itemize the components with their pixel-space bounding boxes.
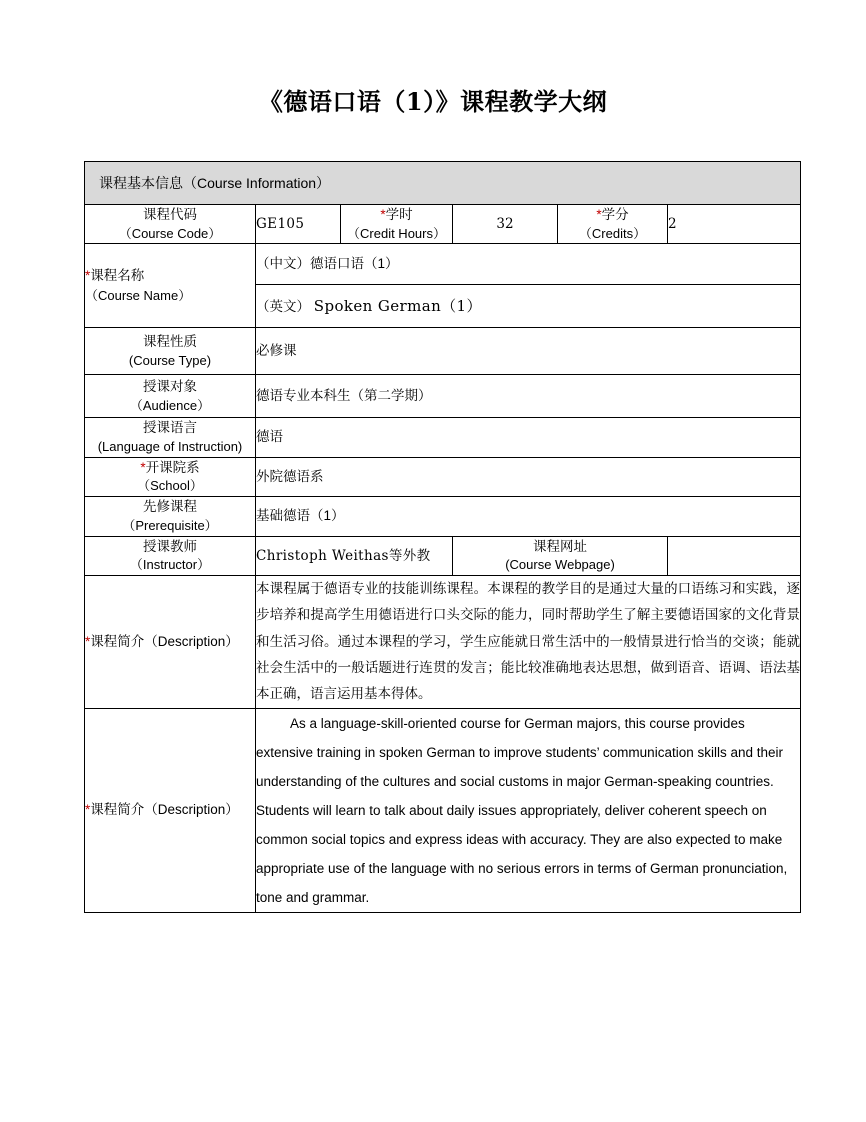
label-course-webpage-en: (Course Webpage): [505, 557, 615, 573]
required-marker-icon: *: [596, 207, 602, 222]
table-row-audience: [85, 375, 801, 418]
value-course-type: 必修课: [256, 328, 801, 375]
label-course-name: [85, 244, 256, 328]
label-prerequisite-zh: 先修课程: [143, 499, 197, 515]
value-prerequisite: 基础德语（1）: [256, 497, 801, 536]
value-instructor: Christoph Weithas等外教: [256, 536, 453, 575]
label-course-type-en: (Course Type): [128, 352, 212, 368]
label-course-code-zh: 课程代码: [143, 207, 197, 222]
table-row-description-en: [85, 708, 801, 912]
label-description-en-text: *课程简介（Description）: [85, 802, 239, 818]
table-section-header-row: [85, 162, 801, 205]
label-credit-hours-en: （Credit Hours）: [347, 225, 446, 241]
required-marker-icon: *: [85, 268, 91, 284]
value-course-code: GE105: [256, 205, 341, 244]
label-description-en: [85, 708, 256, 912]
table-row-course-code: [85, 205, 801, 244]
value-language: 德语: [256, 418, 801, 457]
label-instructor-en: （Instructor）: [129, 557, 211, 573]
label-instructor-zh: 授课教师: [143, 538, 197, 554]
course-name-en-text: Spoken German（1）: [313, 297, 482, 316]
label-school-en: （School）: [137, 478, 203, 494]
value-course-webpage: [668, 536, 801, 575]
table-row-description-cn: [85, 576, 801, 709]
label-course-type-zh: 课程性质: [143, 334, 197, 350]
course-name-cn-text: 德语口语（1）: [310, 256, 399, 272]
label-credit-hours-zh: *学时: [380, 207, 413, 222]
value-audience: 德语专业本科生（第二学期）: [256, 375, 801, 418]
value-course-name-cn: [256, 244, 801, 285]
section-header-label: 课程基本信息（Course Information）: [99, 175, 331, 191]
table-row-prerequisite: [85, 497, 801, 536]
label-credits-zh: *学分: [596, 207, 629, 222]
required-marker-icon: *: [140, 459, 146, 475]
value-school: 外院德语系: [256, 457, 801, 496]
table-row-course-type: [85, 328, 801, 375]
course-name-cn-prefix: （中文）: [256, 256, 310, 272]
page-title: 《德语口语（1）》课程教学大纲: [258, 87, 608, 116]
required-marker-icon: *: [85, 634, 91, 650]
label-credit-hours: [341, 205, 453, 244]
label-school-zh: *开课院系: [140, 459, 200, 475]
label-description-cn-text: *课程简介（Description）: [85, 634, 239, 650]
label-audience-zh: 授课对象: [143, 379, 197, 395]
label-prerequisite-en: （Prerequisite）: [122, 517, 218, 533]
label-course-webpage-zh: 课程网址: [533, 538, 587, 554]
section-header-cell: [85, 162, 801, 205]
value-description-en: As a language-skill-oriented course for German majors, this course provides extensive training in spoken German to improve students’ communication skills and their understanding of the cultures and social customs in major German-speaking countries. Students will learn to talk about daily issues appropriately, deliver coherent speech on common social topics and express ideas with accuracy. They are also expected to make appropriate use of the language with no serious errors in terms of German pronunciation, tone and grammar.: [256, 708, 801, 912]
value-credit-hours: 32: [453, 205, 558, 244]
table-row-language: [85, 418, 801, 457]
table-row-school: [85, 457, 801, 496]
label-instructor: [85, 536, 256, 575]
label-course-name-en: （Course Name）: [85, 288, 192, 304]
value-description-cn: 本课程属于德语专业的技能训练课程。本课程的教学目的是通过大量的口语练习和实践，逐步培养和提高学生用德语进行口头交际的能力，同时帮助学生了解主要德语国家的文化背景和生活习俗。通过本课程的学习，学生应能就日常生活中的一般情景进行恰当的交谈；能就社会生活中的一般话题进行连贯的发言；能比较准确地表达思想，做到语音、语调、语法基本正确，语言运用基本得体。: [256, 576, 801, 709]
required-marker-icon: *: [85, 802, 91, 818]
table-row-instructor: [85, 536, 801, 575]
label-language-en: (Language of Instruction): [97, 438, 243, 454]
label-description-cn: [85, 576, 256, 709]
label-school: [85, 457, 256, 496]
label-audience-en: （Audience）: [129, 397, 211, 413]
label-prerequisite: [85, 497, 256, 536]
label-course-name-zh: *课程名称: [85, 268, 145, 284]
required-marker-icon: *: [380, 207, 386, 222]
label-course-code-en: （Course Code）: [118, 225, 222, 241]
label-credits: [558, 205, 668, 244]
label-credits-en: （Credits）: [578, 225, 647, 241]
label-audience: [85, 375, 256, 418]
label-course-webpage: [453, 536, 668, 575]
value-credits: 2: [668, 205, 801, 244]
label-language-zh: 授课语言: [143, 420, 197, 436]
label-language-of-instruction: [85, 418, 256, 457]
course-name-en-prefix: （英文）: [256, 299, 310, 315]
value-course-name-en: [256, 285, 801, 328]
label-course-code: [85, 205, 256, 244]
label-course-type: [85, 328, 256, 375]
table-row-course-name-cn: [85, 244, 801, 285]
course-information-table: [84, 161, 801, 913]
